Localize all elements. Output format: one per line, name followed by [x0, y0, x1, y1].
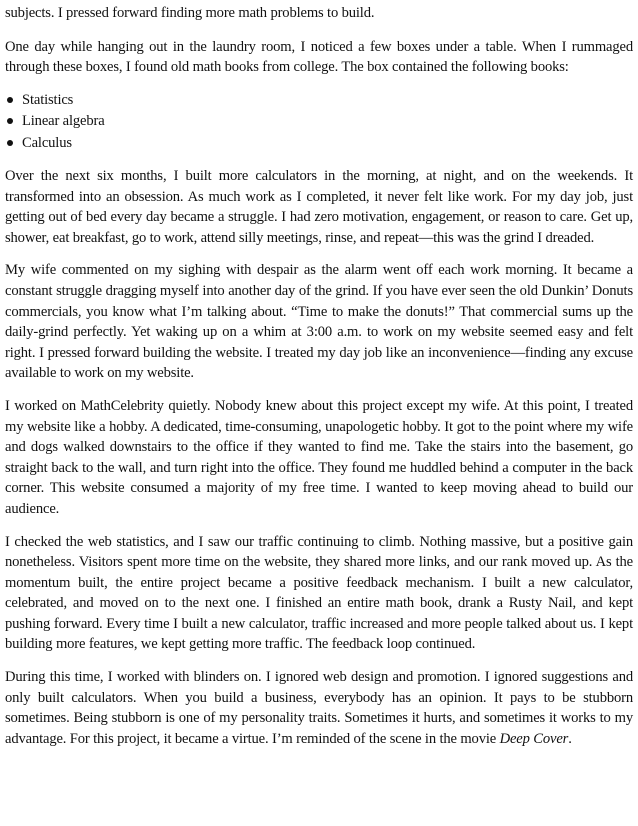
paragraph-web-statistics: I checked the web statistics, and I saw our traffic continuing to climb. Nothing massive, but a positive gain nonetheless. Visitors spent more time on the website, they shared more links, and our rank moved up. As the momentum built, the entire project became a positive feedback mechanism. I built a new calculator, celebrated, and moved on to the next one. I finished an entire math book, drank a Rusty Nail, and kept pushing forward. Every time I built a new calculator, traffic increased and more people talked about us. I kept building more features, we kept getting more traffic. The feedback loop continued. — [5, 533, 633, 653]
bullet-icon — [7, 97, 13, 103]
book-list — [5, 90, 633, 154]
book-title: Calculus — [22, 134, 72, 151]
paragraph-continued: subjects. I pressed forward finding more math problems to build. — [5, 5, 375, 21]
list-item — [5, 90, 633, 111]
list-item — [5, 111, 633, 132]
paragraph-text: During this time, I worked with blinders on. I ignored web design and promotion. I ignored suggestions and only built calculators. When you build a business, everybody has an opinion. It pays to be stubborn sometimes. Being stubborn is one of my personality traits. Sometimes it hurts, and sometimes it works to my advantage. For this project, it became a virtue. I’m reminded of the scene in the movie — [5, 669, 633, 747]
paragraph-wife-commented: My wife commented on my sighing with despair as the alarm went off each work morning. It became a constant struggle dragging myself into another day of the grind. If you have ever seen the old Dunkin’ Donuts commercials, you know what I’m talking about. “Time to make the donuts!” That commercial sums up the daily-grind perfectly. Yet waking up on a whim at 3:00 a.m. to work on my website seemed easy and felt right. I pressed forward building the website. I treated my day job like an inconvenience—finding any excuse available to work on my website. — [5, 262, 633, 382]
paragraph-laundry-room: One day while hanging out in the laundry room, I noticed a few boxes under a table. When I rummaged through these boxes, I found old math books from college. The box contained the following books: — [5, 38, 633, 76]
document-page — [5, 0, 633, 761]
paragraph-mathcelebrity: I worked on MathCelebrity quietly. Nobody knew about this project except my wife. At this point, I treated my website like a hobby. A dedicated, time-consuming, unapologetic hobby. It got to the point where my wife and dogs walked downstairs to the office if they wanted to find me. Take the stairs into the basement, go straight back to the wall, and turn right into the office. They found me huddled behind a computer in the back corner. This website consumed a majority of my free time. I wanted to keep moving ahead to build our audience. — [5, 397, 633, 517]
paragraph-six-months: Over the next six months, I built more calculators in the morning, at night, and on the weekends. It transformed into an obsession. As much work as I completed, it never felt like work. For my day job, just getting out of bed every day became a struggle. I had zero motivation, engagement, or reason to care. Get up, shower, eat breakfast, go to work, attend silly meetings, rinse, and repeat—this was the grind I dreaded. — [5, 168, 633, 246]
book-title: Linear algebra — [22, 113, 105, 130]
movie-title: Deep Cover — [499, 730, 569, 747]
book-title: Statistics — [22, 91, 74, 108]
paragraph-blinders — [5, 667, 633, 749]
paragraph-end: . — [568, 730, 572, 747]
list-item — [5, 133, 633, 154]
bullet-icon — [7, 118, 13, 124]
bullet-icon — [7, 140, 13, 146]
